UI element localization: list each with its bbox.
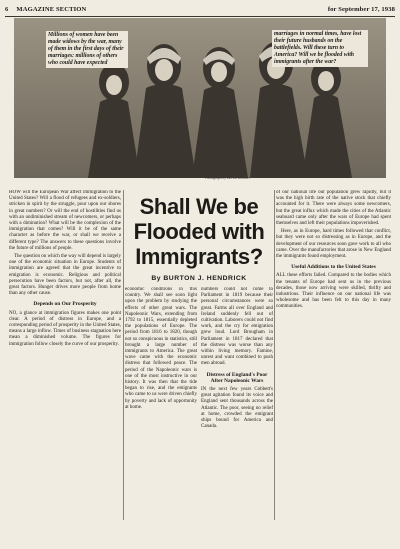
- lead-text: HOW will the European War affect immigration to the United States? Will a flood of refugees and ex-soldiers, stricken in spirit by the struggle, pour upon our shores in great numbers? Or will the end of hostilities find us with an undiminished stream of newcomers, or perhaps with a diminution? What will be the complexion of the immigration that comes? Will it be of the same character as before the war, or shall we receive a different type? The answers to these questions involve the future of millions of people.: [9, 190, 121, 251]
- paragraph: IN the next few years Cobbett's great agitation found its voice and England sent thousands across the Atlantic. The poor, seeing no relief at home, crowded the emigrant ships bound for America and Canada.: [201, 387, 273, 430]
- issue-date: for September 17, 1938: [327, 5, 395, 13]
- paragraph: economic conditions in this country. We shall see soon light upon the problem by studying the effects of other great wars. The Napoleonic Wars, extending from 1792 to 1815, essentially depleted the populations of Europe. The period from 1816 to 1820, though not so conspicuous in statistics, still brought a large number of immigrants to America. The great wave came with the economic distress that followed peace. The period of the Napoleonic wars is one of the most instructive in our history. It was then that the tide began to rise, and the emigrants who came to us were driven chiefly by poverty and lack of opportunity at home.: [125, 287, 197, 410]
- photo-caption-right: marriages in normal times, have lost their future husbands on the battlefields. Will these turn to America? Will we be flooded with immigrants after the war?: [272, 30, 368, 67]
- paragraph: The question on which the way will depend is largely one of the economic situation in Europe. Students of immigration are agreed that the great incentive to emigration is economic. Religious and political persecution have been factors, but not, after all, the great factors. Hunger drives more people from home than any other cause.: [9, 254, 121, 297]
- page-header: [5, 3, 395, 15]
- lead-paragraph: [9, 190, 121, 252]
- column-divider: [274, 190, 275, 520]
- paragraph: Here, as in Europe, hard times followed that conflict, but they were not so distressing as in Europe, and the development of our resources soon gave work to all who came. Over the manufactories that arose in New England the immigrants found employment.: [276, 229, 391, 260]
- paragraph: numbers could not come to Parliament in 1819 because their personal circumstances were so great. Farms all over England and Ireland suddenly fell out of cultivation. Laborers could not find work, and the cry for emigration grew loud. Lord Brougham in Parliament in 1817 declared that the distress was worse than any within living memory. Famine, unrest and want combined to push men abroad.: [201, 287, 273, 367]
- center-columns: [125, 287, 273, 549]
- photo-credit: Photograph by Brown Brothers: [205, 176, 251, 180]
- article-title: Shall We be Flooded with Immigrants?: [133, 194, 265, 269]
- header-rule: [5, 16, 395, 17]
- article-column-1: [9, 190, 121, 520]
- subheading: Depends on Our Prosperity: [33, 301, 97, 308]
- article-byline: By BURTON J. HENDRICK: [151, 275, 247, 282]
- center-column-left: [125, 287, 197, 549]
- subheading: Distress of England's Poor After Napoleonic Wars: [206, 371, 268, 384]
- paragraph: ALL these efforts failed. Compared to the bodies which the tenants of Europe had sent us in the previous decades, those now arriving were skilled, thrifty and industrious. Their influence on our national life was wholesome and has been felt to this day in many communities.: [276, 273, 391, 310]
- article-column-3: [276, 190, 391, 520]
- page-number: 6: [5, 5, 9, 13]
- photo-caption-left: Millions of women have been made widows by the war, many of them in the first days of their marriages: millions of others who could have expected: [46, 31, 128, 68]
- section-name: MAGAZINE SECTION: [16, 5, 87, 13]
- paragraph: NO, a glance at immigration figures makes one point clear. A period of distress in Europe, and a corresponding period of prosperity in the United States, means a large inflow. Times of business stagnation here mean a diminished volume. The figures for immigration follow closely the curve of our prosperity.: [9, 310, 121, 347]
- article-title-block: [125, 190, 273, 520]
- column-divider: [123, 190, 124, 520]
- subheading: Useful Additions to the United States: [291, 264, 376, 271]
- paragraph: of our national life our population grew rapidly, but it was the high birth rate of the native stock that chiefly accounted for it. There were always some newcomers, but the great influx which made the cities of the Atlantic seaboard came only after the wars of Europe had spent themselves and left their populations impoverished.: [276, 190, 391, 227]
- center-column-right: [201, 287, 273, 549]
